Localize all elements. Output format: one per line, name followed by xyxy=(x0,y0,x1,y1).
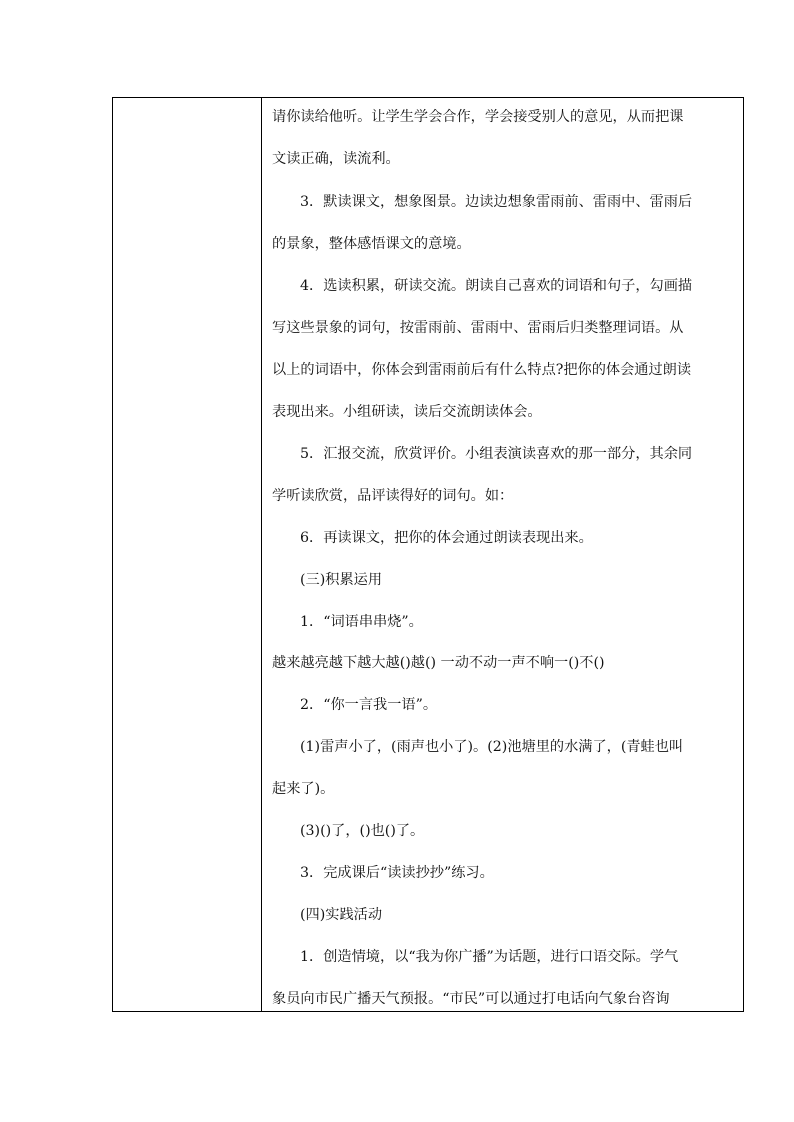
text-line: 2．“你一言我一语”。 xyxy=(300,697,438,713)
lesson-plan-table xyxy=(112,97,744,1012)
text-line: (3)()了，()也()了。 xyxy=(300,823,425,839)
text-line: 表现出来。小组研读，读后交流朗读体会。 xyxy=(272,404,542,420)
text-line: 文读正确，读流利。 xyxy=(272,151,400,167)
table-right-cell xyxy=(262,98,743,1011)
text-line: 5．汇报交流，欣赏评价。小组表演读喜欢的那一部分，其余同 xyxy=(300,446,693,462)
text-line: 3．默读课文，想象图景。边读边想象雷雨前、雷雨中、雷雨后 xyxy=(300,194,693,210)
text-line: 6．再读课文，把你的体会通过朗读表现出来。 xyxy=(300,530,593,546)
text-line: 4．选读积累，研读交流。朗读自己喜欢的词语和句子，勾画描 xyxy=(300,278,693,294)
text-line: 写这些景象的词句，按雷雨前、雷雨中、雷雨后归类整理词语。从 xyxy=(272,320,684,336)
text-line: 3．完成课后“读读抄抄”练习。 xyxy=(300,865,494,881)
text-line: (三)积累运用 xyxy=(300,572,383,588)
text-line: 请你读给他听。让学生学会合作，学会接受别人的意见，从而把课 xyxy=(272,109,684,125)
text-line: 1．“词语串串烧”。 xyxy=(300,614,423,630)
text-line: 1．创造情境，以“我为你广播”为话题，进行口语交际。学气 xyxy=(300,949,679,965)
text-line: 象员向市民广播天气预报。“市民”可以通过打电话向气象台咨询 xyxy=(272,991,670,1007)
text-line: (1)雷声小了，(雨声也小了)。(2)池塘里的水满了，(青蛙也叫 xyxy=(300,739,684,755)
text-line: 以上的词语中，你体会到雷雨前后有什么特点?把你的体会通过朗读 xyxy=(272,362,692,378)
text-line: 越来越亮越下越大越()越() 一动不动一声不响一()不() xyxy=(272,655,605,671)
text-line: 起来了)。 xyxy=(272,781,335,797)
text-line: (四)实践活动 xyxy=(300,907,383,923)
text-line: 的景象，整体感悟课文的意境。 xyxy=(272,236,471,252)
table-left-cell xyxy=(113,98,262,1011)
text-line: 学听读欣赏，品评读得好的词句。如： xyxy=(272,488,514,504)
